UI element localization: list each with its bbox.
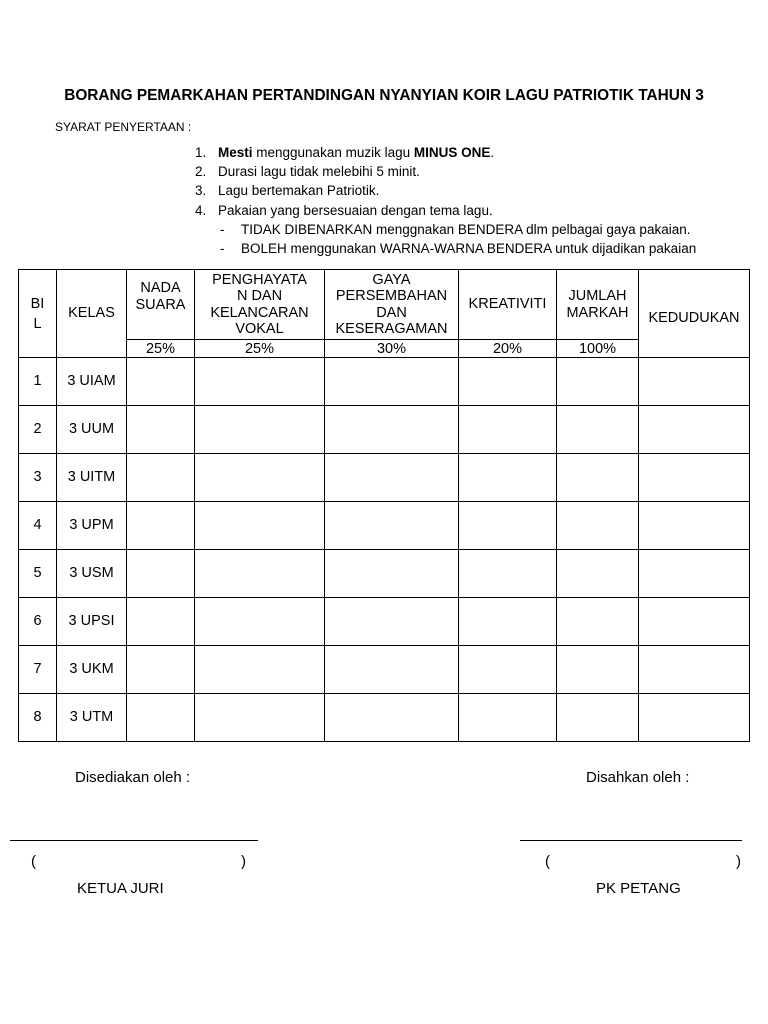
table-row <box>19 550 750 598</box>
subitem-text: TIDAK DIBENARKAN menggnakan BENDERA dlm pelbagai gaya pakaian. <box>241 221 691 237</box>
cell-nada-suara <box>127 646 195 694</box>
cell-kreativiti <box>459 454 557 502</box>
dash-bullet: - <box>220 241 225 257</box>
cell-gaya-persembahan <box>325 550 459 598</box>
cell-kedudukan <box>639 694 750 742</box>
weight-gaya-persembahan: 30% <box>325 340 459 358</box>
cell-nada-suara <box>127 598 195 646</box>
table-row <box>19 598 750 646</box>
cell-jumlah-markah <box>557 454 639 502</box>
requirement-item <box>195 162 696 181</box>
cell-kedudukan <box>639 358 750 406</box>
requirement-number: 4. <box>195 202 207 218</box>
header-jumlah-markah: JUMLAH MARKAH <box>557 270 639 340</box>
cell-bil: 8 <box>19 694 57 742</box>
header-bil: BI L <box>19 270 57 358</box>
header-kelas: KELAS <box>57 270 127 358</box>
cell-kedudukan <box>639 598 750 646</box>
cell-nada-suara <box>127 358 195 406</box>
subitem-text: BOLEH menggunakan WARNA-WARNA BENDERA untuk dijadikan pakaian <box>241 241 697 257</box>
requirement-number: 3. <box>195 183 207 199</box>
table-row <box>19 694 750 742</box>
requirement-text-part: menggunakan muzik lagu <box>252 145 414 160</box>
cell-kreativiti <box>459 550 557 598</box>
cell-kedudukan <box>639 502 750 550</box>
cell-gaya-persembahan <box>325 694 459 742</box>
weight-nada-suara: 25% <box>127 340 195 358</box>
cell-bil: 6 <box>19 598 57 646</box>
signature-block-left <box>0 760 384 910</box>
cell-jumlah-markah <box>557 502 639 550</box>
table-row <box>19 358 750 406</box>
open-paren: ( <box>31 853 36 870</box>
cell-kelas: 3 UTM <box>57 694 127 742</box>
cell-kedudukan <box>639 646 750 694</box>
weight-penghayatan: 25% <box>195 340 325 358</box>
cell-penghayatan <box>195 358 325 406</box>
cell-bil: 3 <box>19 454 57 502</box>
cell-nada-suara <box>127 454 195 502</box>
requirement-number: 1. <box>195 145 207 160</box>
form-title: BORANG PEMARKAHAN PERTANDINGAN NYANYIAN KOIR LAGU PATRIOTIK TAHUN 3 <box>64 87 704 104</box>
cell-kreativiti <box>459 406 557 454</box>
table-row <box>19 502 750 550</box>
cell-nada-suara <box>127 406 195 454</box>
signature-line-left <box>10 840 258 841</box>
header-gaya-persembahan: GAYA PERSEMBAHAN DAN KESERAGAMAN <box>325 270 459 340</box>
weight-jumlah-markah: 100% <box>557 340 639 358</box>
signature-block-right <box>384 760 768 910</box>
cell-bil: 5 <box>19 550 57 598</box>
cell-kreativiti <box>459 646 557 694</box>
requirement-text <box>218 143 494 162</box>
cell-kelas: 3 UKM <box>57 646 127 694</box>
cell-bil: 7 <box>19 646 57 694</box>
requirement-item <box>195 181 696 200</box>
requirement-number: 2. <box>195 164 207 180</box>
cell-kedudukan <box>639 454 750 502</box>
cell-bil: 2 <box>19 406 57 454</box>
cell-kelas: 3 USM <box>57 550 127 598</box>
cell-kelas: 3 UITM <box>57 454 127 502</box>
cell-penghayatan <box>195 598 325 646</box>
cell-penghayatan <box>195 694 325 742</box>
table-row <box>19 406 750 454</box>
requirement-item <box>195 201 696 220</box>
cell-kreativiti <box>459 502 557 550</box>
cell-gaya-persembahan <box>325 358 459 406</box>
cell-kreativiti <box>459 694 557 742</box>
cell-kreativiti <box>459 598 557 646</box>
role-pk-petang: PK PETANG <box>596 880 681 897</box>
cell-jumlah-markah <box>557 406 639 454</box>
cell-gaya-persembahan <box>325 646 459 694</box>
header-kreativiti: KREATIVITI <box>459 270 557 340</box>
requirement-text-part: . <box>490 145 495 160</box>
cell-gaya-persembahan <box>325 598 459 646</box>
signature-line-right <box>520 840 742 841</box>
table-row <box>19 454 750 502</box>
header-row <box>19 270 750 340</box>
dash-bullet: - <box>220 221 225 237</box>
cell-kelas: 3 UIAM <box>57 358 127 406</box>
cell-kreativiti <box>459 358 557 406</box>
cell-penghayatan <box>195 454 325 502</box>
open-paren: ( <box>545 853 550 870</box>
cell-penghayatan <box>195 646 325 694</box>
requirement-item <box>195 143 696 162</box>
approved-by-label: Disahkan oleh : <box>586 769 690 786</box>
header-kedudukan: KEDUDUKAN <box>639 270 750 358</box>
cell-nada-suara <box>127 694 195 742</box>
cell-jumlah-markah <box>557 550 639 598</box>
role-ketua-juri: KETUA JURI <box>77 880 164 897</box>
cell-penghayatan <box>195 550 325 598</box>
score-table <box>18 269 750 742</box>
cell-jumlah-markah <box>557 646 639 694</box>
cell-kelas: 3 UUM <box>57 406 127 454</box>
table-row <box>19 646 750 694</box>
cell-kelas: 3 UPSI <box>57 598 127 646</box>
header-penghayatan: PENGHAYATA N DAN KELANCARAN VOKAL <box>195 270 325 340</box>
requirement-emphasis: MINUS ONE <box>413 145 491 160</box>
cell-bil: 4 <box>19 502 57 550</box>
requirement-subitem <box>195 220 696 239</box>
cell-kelas: 3 UPM <box>57 502 127 550</box>
prepared-by-label: Disediakan oleh : <box>75 769 191 786</box>
requirements-list <box>195 143 696 258</box>
requirement-text: Durasi lagu tidak melebihi 5 minit. <box>218 164 420 180</box>
header-nada-suara: NADA SUARA <box>127 270 195 340</box>
cell-penghayatan <box>195 502 325 550</box>
cell-kedudukan <box>639 406 750 454</box>
cell-jumlah-markah <box>557 598 639 646</box>
cell-jumlah-markah <box>557 694 639 742</box>
weight-kreativiti: 20% <box>459 340 557 358</box>
cell-nada-suara <box>127 502 195 550</box>
requirements-heading: SYARAT PENYERTAAN : <box>55 120 192 134</box>
cell-penghayatan <box>195 406 325 454</box>
requirement-subitem <box>195 239 696 258</box>
requirement-emphasis: Mesti <box>218 145 253 160</box>
cell-gaya-persembahan <box>325 454 459 502</box>
cell-gaya-persembahan <box>325 502 459 550</box>
requirement-text: Pakaian yang bersesuaian dengan tema lagu. <box>218 202 493 218</box>
cell-gaya-persembahan <box>325 406 459 454</box>
cell-bil: 1 <box>19 358 57 406</box>
close-paren: ) <box>736 853 741 870</box>
requirement-text: Lagu bertemakan Patriotik. <box>218 183 380 199</box>
cell-jumlah-markah <box>557 358 639 406</box>
cell-kedudukan <box>639 550 750 598</box>
cell-nada-suara <box>127 550 195 598</box>
close-paren: ) <box>241 853 246 870</box>
